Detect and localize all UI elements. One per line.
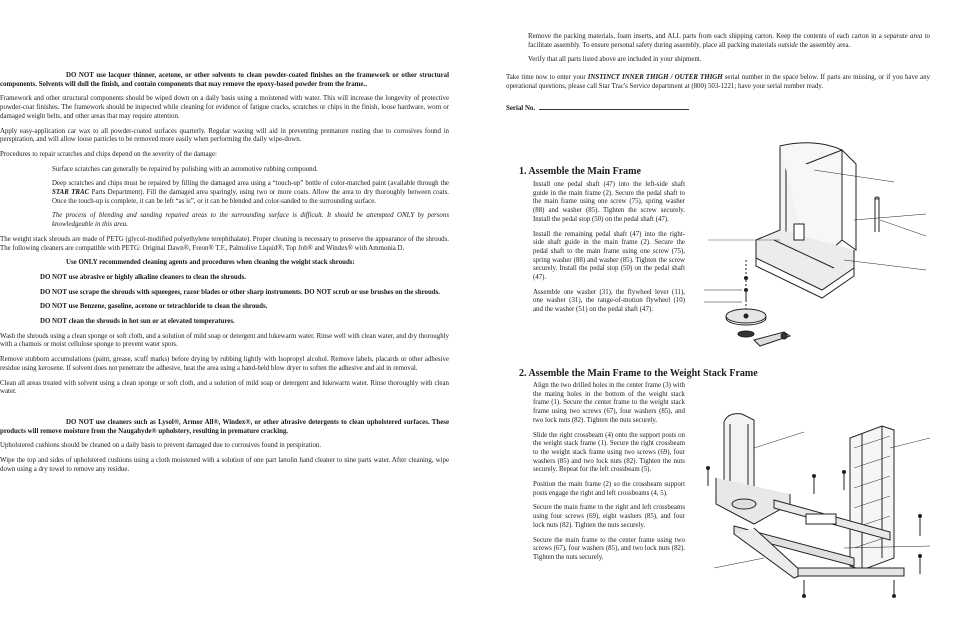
- shroud-rule-1: DO NOT use abrasive or highly alkaline cleaners to clean the shrouds.: [40, 273, 246, 281]
- verify-paragraph: Verify that all parts listed above are included in your shipment.: [528, 56, 702, 64]
- shroud-rule-3: DO NOT use Benzene, gasoline, acetone or tetrachloride to clean the shrouds.: [40, 303, 268, 311]
- shroud-rule-2: DO NOT use scrape the shrouds with squeegees, razor blades or other sharp instruments. DO NOT scrub or use brushes on the shrouds.: [40, 288, 441, 296]
- repair-intro: Procedures to repair scratches and chips depend on the severity of the damage:: [0, 150, 217, 158]
- serial-instruction: Take time now to enter your INSTINCT INNER THIGH / OUTER THIGH serial number in the space below. If parts are missing, or if you have any operational questions, please call Star Trac's Service department at (800) 503-1221; have your serial number ready.: [506, 74, 930, 90]
- petg-paragraph: The weight stack shrouds are made of PETG (glycol-modified polyethylene terephthalate). Proper cleaning is necessary to preserve the appearance of the shrouds. The following cleaners are compatible with PETG: Original Dawn®, Freon® T.F., Palmolive Liquid®, Top Job® and Windex® with Ammonia D.: [0, 235, 449, 252]
- cleaning-agents-warning: Use ONLY recommended cleaning agents and procedures when cleaning the weight stack shrouds:: [66, 259, 355, 267]
- step2-paragraph-3: Position the main frame (2) so the crossbeam support posts engage the right and left crossbeams (4, 5).: [533, 481, 685, 497]
- framework-wipe-paragraph: Framework and other structural components should be wiped down on a daily basis using a moistened with water. This will increase the longevity of protective powder-coat finishes. The framework should be inspected while cleaning for evidence of fatigue cracks, scratches or chips in the finish, loose hardware, worn or damaged weight belts, and other areas that may require attention.: [0, 95, 449, 120]
- step2-title: 2. Assemble the Main Frame to the Weight Stack Frame: [519, 368, 758, 379]
- step2-paragraph-1: Align the two drilled holes in the center frame (3) with the mating holes in the bottom of the weight stack frame (1). Secure the center frame to the weight stack frame using two screws (67), four washers (85), and two lock nuts (82). Tighten the nuts securely.: [533, 382, 685, 424]
- upholstery-warning: DO NOT use cleaners such as Lysol®, Armor All®, Windex®, or other abrasive detergents to clean upholstered surfaces. These products will remove moisture from the Naugahyde® upholstery, resulting in premature cracking.: [0, 418, 449, 435]
- solvent-clean-paragraph: Clean all areas treated with solvent using a clean sponge or soft cloth, and a solution of mild soap or detergent and lukewarm water. Rinse thoroughly with clean water.: [0, 379, 449, 396]
- step1-paragraph-3: Assemble one washer (31), the flywheel lever (11), one washer (31), the range-of-motion flywheel (10) and the washer (51) on the pedal shaft (47).: [533, 288, 685, 314]
- left-column: [0, 72, 449, 481]
- upholstery-daily-paragraph: Upholstered cushions should be cleaned on a daily basis to prevent damaged due to corrosives found in perspiration.: [0, 442, 322, 450]
- weight-stack-frame-diagram: [694, 408, 934, 598]
- serial-field[interactable]: Serial No.: [506, 102, 930, 114]
- wax-paragraph: Apply easy-application car wax to all powder-coated surfaces quarterly. Regular waxing will aid in preventing premature rusting due to corrosives found in perspiration, and will allow loose particles to be removed more easily when performing the daily wipe-down.: [0, 127, 449, 144]
- stubborn-paragraph: Remove stubborn accumulations (paint, grease, scuff marks) before drying by rubbing lightly with Isopropyl alcohol. Remove labels, placards or other adhesive residue using kerosene. If solvent does not penetrate the adhesive, heat the area using a hand-held blow dryer to soften the adhesive and aid in removal.: [0, 356, 449, 372]
- step2-paragraph-5: Secure the main frame to the center frame using two screws (67), four washers (85), and two lock nuts (82). Tighten the nuts securely.: [533, 536, 685, 561]
- step2-paragraph-2: Slide the right crossbeam (4) onto the support posts on the weight stack frame (1). Secure the right crossbeam to the weight stack frame using two screws (69), four washers (85) and two lock nuts (82). Tighten the nuts securely. Repeat for the left crossbeam (5).: [533, 431, 685, 474]
- step1-body: [533, 181, 685, 321]
- main-frame-diagram: [694, 140, 930, 350]
- deep-scratch-paragraph: Deep scratches and chips must be repaired by filling the damaged area using a “touch-up” bottle of color-matched paint (available through the STAR TRAC Parts Department). Fill the damaged area sparingly, using two or more coats. Allow the area to dry thoroughly between coats. Once the touch-up is complete, it can be left “as is”, or it can be blended and color-sanded to the surrounding surface.: [52, 180, 450, 205]
- shroud-wash-paragraph: Wash the shrouds using a clean sponge or soft cloth, and a solution of mild soap or detergent and lukewarm water. Rinse well with clean water, and dry thoroughly with a chamois or moist cellulose sponge to prevent water spots.: [0, 332, 449, 349]
- serial-line: [539, 102, 689, 110]
- step1-title: 1. Assemble the Main Frame: [519, 166, 641, 177]
- upholstery-wipe-paragraph: Wipe the top and sides of upholstered cushions using a cloth moistened with a solution of one part lanolin hand cleaner to nine parts water. After cleaning, wipe down using a dry towel to remove any residue.: [0, 457, 449, 473]
- unpack-paragraph: Remove the packing materials, foam inserts, and ALL parts from each shipping carton. Keep the contents of each carton in a separate area to facilitate assembly. To ensure personal safety during assembly, place all packing materials outside the assembly area.: [528, 33, 930, 49]
- step1-paragraph-2: Install the remaining pedal shaft (47) into the right-side shaft guide in the main frame (2). Secure the pedal shaft to the main frame using one screw (75), spring washer (88) and washer (85). Tighten the screw securely. Install the pedal stop (50) on the pedal shaft (47).: [533, 230, 685, 282]
- shroud-rule-4: DO NOT clean the shrouds in hot sun or at elevated temperatures.: [40, 318, 235, 326]
- right-column-top: [506, 33, 930, 119]
- step2-body: [533, 382, 685, 569]
- blending-note: The process of blending and sanding repaired areas to the surrounding surface is difficult. It should be attempted ONLY by persons knowledgeable in this area.: [52, 212, 449, 229]
- step2-paragraph-4: Secure the main frame to the right and left crossbeams using four screws (69), eight washers (85), and four lock nuts (82). Tighten the nuts securely.: [533, 504, 685, 529]
- framework-warning: DO NOT use lacquer thinner, acetone, or other solvents to clean powder-coated finishes on the framework or other structural components. Solvents will dull the finish, and contain components that may remove the epoxy-based powder from the frame..: [0, 72, 449, 88]
- surface-scratch-paragraph: Surface scratches can generally be repaired by polishing with an automotive rubbing compound.: [52, 165, 318, 173]
- step1-paragraph-1: Install one pedal shaft (47) into the left-side shaft guide in the main frame (2). Secure the pedal shaft to the main frame using one screw (75), spring washer (88) and washer (85). Tighten the screw securely. Install the pedal stop (50) on the pedal shaft (47).: [533, 181, 685, 223]
